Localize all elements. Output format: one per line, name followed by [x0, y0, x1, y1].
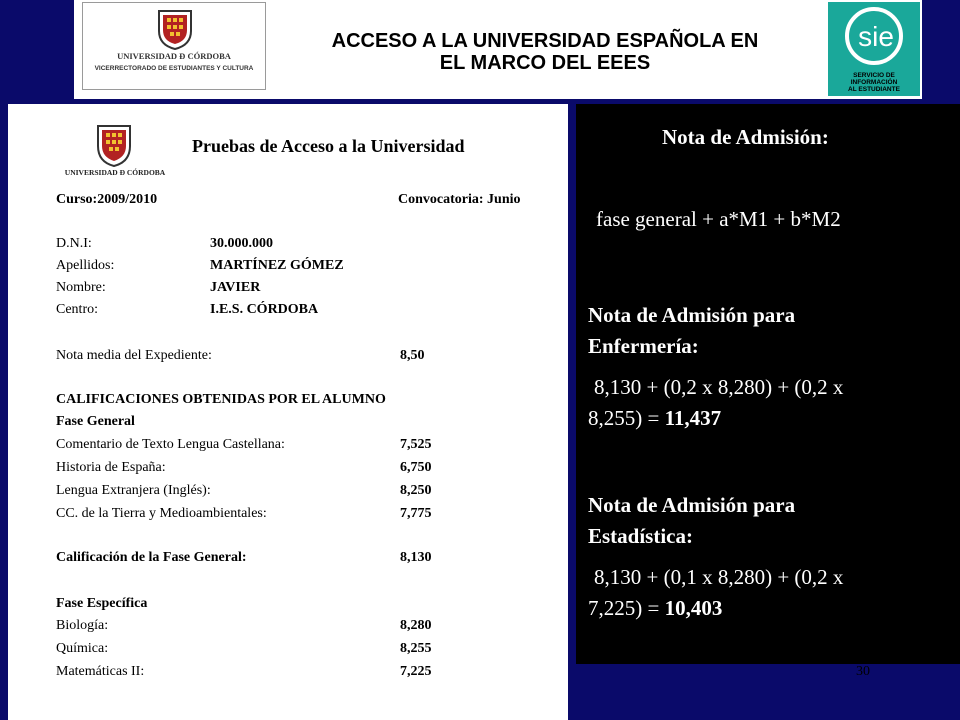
exam-results-document — [8, 104, 568, 720]
slide-header — [0, 0, 960, 100]
specific-phase-heading: Fase Específica — [56, 596, 148, 611]
general-subject-value: 6,750 — [400, 460, 432, 475]
general-total-value: 8,130 — [400, 550, 432, 565]
uco-logo-subtitle: VICERRECTORADO DE ESTUDIANTES Y CULTURA — [94, 65, 254, 72]
school-value: I.E.S. CÓRDOBA — [210, 302, 319, 317]
specific-subject-label: Matemáticas II: — [56, 664, 145, 679]
nursing-calc-line2-text: 8,255) = — [588, 406, 665, 430]
general-subject-label: CC. de la Tierra y Medioambientales: — [56, 506, 267, 521]
average-label: Nota media del Expediente: — [56, 348, 212, 363]
uco-crest-icon — [155, 7, 195, 51]
uco-crest-icon — [96, 124, 132, 168]
nursing-result: 11,437 — [664, 406, 722, 430]
stats-calculation — [588, 562, 948, 624]
admission-heading: Nota de Admisión: — [662, 125, 829, 149]
nursing-heading-line1: Nota de Admisión para — [588, 303, 796, 327]
stats-heading — [588, 490, 795, 552]
slide-title-line1: ACCESO A LA UNIVERSIDAD ESPAÑOLA EN — [331, 30, 759, 52]
general-subject-label: Lengua Extranjera (Inglés): — [56, 483, 211, 498]
grades-heading: CALIFICACIONES OBTENIDAS POR EL ALUMNO — [56, 392, 386, 407]
specific-subject-value: 7,225 — [400, 664, 432, 679]
nursing-calc-line1: 8,130 + (0,2 x 8,280) + (0,2 x — [594, 375, 844, 399]
doc-logo-text: UNIVERSIDAD Ð CÓRDOBA — [64, 168, 166, 177]
general-phase-heading: Fase General — [56, 414, 135, 429]
sie-line1: SERVICIO DE — [853, 72, 895, 79]
sie-logo — [828, 2, 920, 96]
specific-subject-value: 8,280 — [400, 618, 432, 633]
page-number: 30 — [856, 664, 870, 679]
uco-logo-name: UNIVERSIDAD Ð CÓRDOBA — [117, 51, 231, 61]
dni-value: 30.000.000 — [210, 236, 273, 251]
school-label: Centro: — [56, 302, 98, 317]
document-title: Pruebas de Acceso a la Universidad — [192, 136, 465, 156]
stats-result: 10,403 — [664, 596, 723, 620]
general-total-label: Calificación de la Fase General: — [56, 550, 247, 565]
sie-line3: AL ESTUDIANTE — [848, 86, 900, 93]
general-subject-value: 7,775 — [400, 506, 432, 521]
nursing-calc-line2 — [588, 403, 948, 434]
nursing-heading — [588, 300, 795, 362]
nursing-heading-line2: Enfermería: — [588, 334, 699, 358]
general-subject-label: Historia de España: — [56, 460, 166, 475]
general-subject-value: 7,525 — [400, 437, 432, 452]
surname-value: MARTÍNEZ GÓMEZ — [210, 258, 344, 273]
call-label: Convocatoria: Junio — [398, 192, 521, 207]
surname-label: Apellidos: — [56, 258, 115, 273]
stats-heading-line2: Estadística: — [588, 524, 693, 548]
general-subject-value: 8,250 — [400, 483, 432, 498]
header-divider — [74, 96, 922, 99]
admission-formula: fase general + a*M1 + b*M2 — [596, 207, 841, 231]
specific-subject-value: 8,255 — [400, 641, 432, 656]
specific-subject-label: Biología: — [56, 618, 109, 633]
general-subject-label: Comentario de Texto Lengua Castellana: — [56, 437, 285, 452]
sie-line2: INFORMACIÓN — [850, 79, 898, 86]
uco-logo — [82, 2, 266, 90]
slide-title — [270, 30, 820, 74]
name-value: JAVIER — [210, 280, 261, 295]
average-value: 8,50 — [400, 348, 425, 363]
slide-title-line2: EL MARCO DEL EEES — [439, 52, 651, 74]
stats-heading-line1: Nota de Admisión para — [588, 493, 796, 517]
stats-calc-line2 — [588, 593, 948, 624]
name-label: Nombre: — [56, 280, 106, 295]
stats-calc-line1: 8,130 + (0,1 x 8,280) + (0,2 x — [594, 565, 844, 589]
dni-label: D.N.I: — [56, 236, 92, 251]
sie-mark-text: sie — [858, 21, 894, 52]
specific-subject-label: Química: — [56, 641, 109, 656]
sie-logo-text — [828, 72, 920, 93]
sie-mark-icon — [832, 6, 916, 66]
admission-formula-panel — [576, 104, 960, 664]
nursing-calculation — [588, 372, 948, 434]
stats-calc-line2-text: 7,225) = — [588, 596, 665, 620]
course-label: Curso:2009/2010 — [56, 192, 158, 207]
